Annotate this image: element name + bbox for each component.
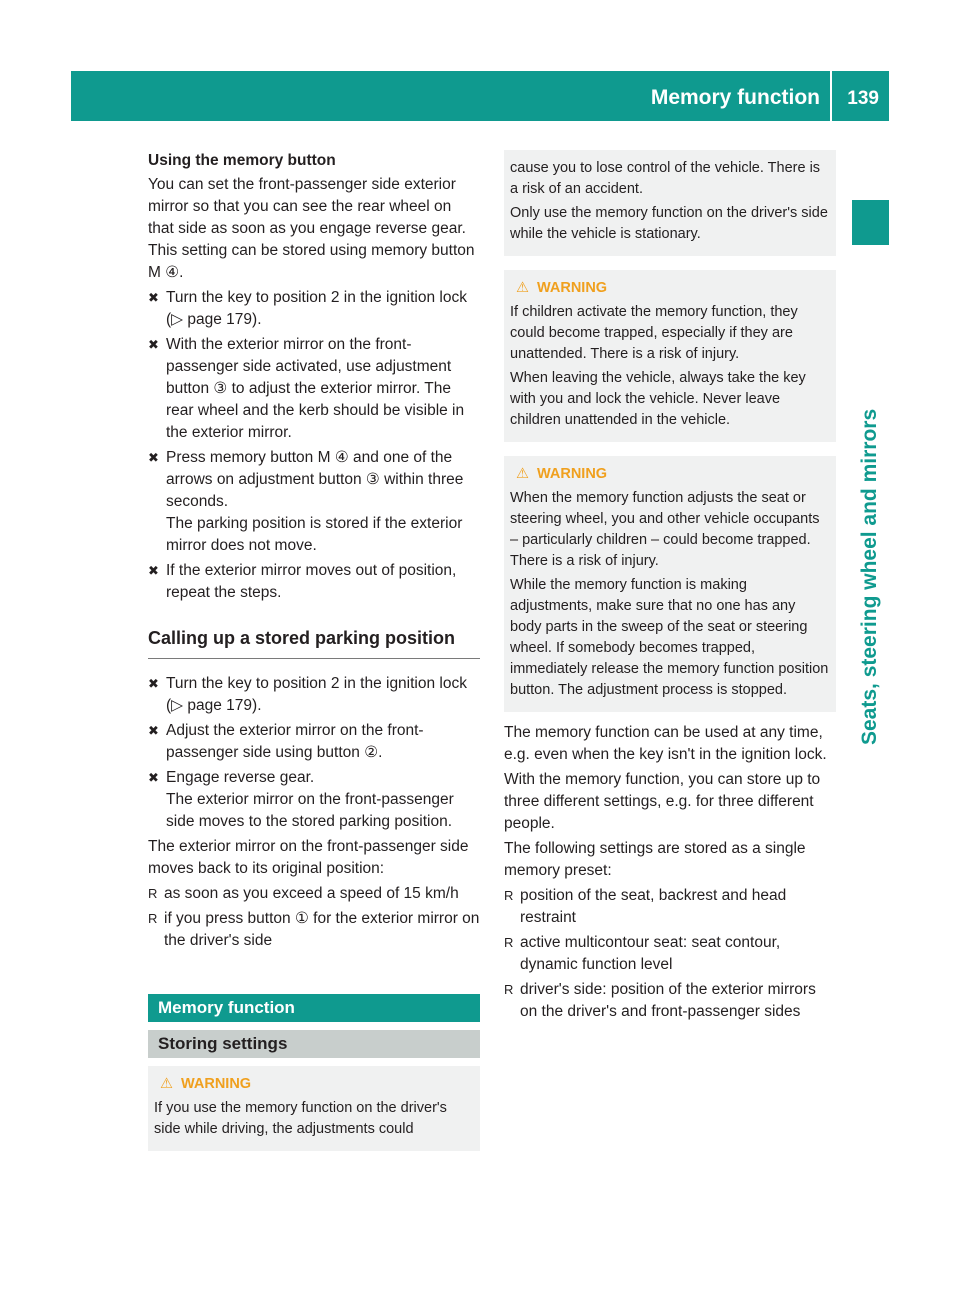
warning-text: cause you to lose control of the vehicle. There is a risk of an accident. (510, 160, 821, 197)
header-title: Memory function (650, 86, 820, 109)
bullet-item (148, 908, 480, 952)
body-paragraph: With the memory function, you can store up to three different settings, e.g. for three different people. (504, 771, 821, 832)
bullet-icon: R (504, 982, 514, 997)
step-arrow-icon: ✖ (148, 676, 159, 691)
section-title: Calling up a stored parking position (148, 626, 480, 659)
step-arrow-icon: ✖ (148, 450, 159, 465)
warning-label: WARNING (181, 1076, 252, 1092)
step-text: Turn the key to position 2 in the ignition lock (▷ page 179). (166, 289, 467, 328)
step-item (148, 334, 480, 444)
right-column (504, 150, 836, 1026)
warning-triangle-icon: ⚠ (516, 466, 529, 482)
warning-header (154, 1074, 474, 1094)
warning-text: If children activate the memory function, they could become trapped, especially if they are unattended. There is a risk of injury. (510, 304, 798, 362)
bullet-text: position of the seat, backrest and head restraint (520, 887, 787, 926)
side-tab-marker (852, 200, 889, 245)
body-paragraph: The memory function can be used at any time, e.g. even when the key isn't in the ignition lock. (504, 724, 827, 763)
warning-box (504, 456, 836, 712)
intro-text: You can set the front-passenger side exterior mirror so that you can see the rear wheel on that side as soon as you engage reverse gear. This setting can be stored using memory button M ④. (148, 176, 475, 281)
bullet-text: as soon as you exceed a speed of 15 km/h (164, 885, 459, 902)
step-text: Press memory button M ④ and one of the arrows on adjustment button ③ within three seconds. (166, 449, 464, 510)
step-text: Engage reverse gear. (166, 769, 315, 786)
step-arrow-icon: ✖ (148, 290, 159, 305)
warning-text: When leaving the vehicle, always take the key with you and lock the vehicle. Never leave children unattended in the vehicle. (510, 370, 806, 428)
warning-text: If you use the memory function on the driver's side while driving, the adjustments could (154, 1100, 447, 1137)
warning-box (504, 270, 836, 442)
step-result: The exterior mirror on the front-passenger side moves to the stored parking position. (166, 791, 454, 830)
bullet-icon: R (504, 935, 514, 950)
step-item (148, 767, 480, 833)
page-number: 139 (847, 88, 879, 109)
intro-heading: Using the memory button (148, 152, 336, 169)
step-arrow-icon: ✖ (148, 563, 159, 578)
step-arrow-icon: ✖ (148, 337, 159, 352)
bullet-item (504, 979, 836, 1023)
warning-label: WARNING (537, 280, 608, 296)
header-divider (830, 71, 832, 121)
warning-text: When the memory function adjusts the seat or steering wheel, you and other vehicle occupants – particularly children – could become trapped. There is a risk of injury. (510, 490, 820, 569)
warning-header (510, 464, 830, 484)
step-arrow-icon: ✖ (148, 770, 159, 785)
left-column (148, 150, 480, 1151)
step-result: The parking position is stored if the exterior mirror does not move. (166, 515, 463, 554)
bullet-item (504, 932, 836, 976)
step-item (148, 287, 480, 331)
step-item (148, 447, 480, 557)
step-item (148, 560, 480, 604)
warning-text: While the memory function is making adjustments, make sure that no one has any body parts in the sweep of the seat or steering wheel. If somebody becomes trapped, immediately release the memory function position button. The adjustment process is stopped. (510, 577, 829, 698)
warning-box-continued (504, 150, 836, 256)
warning-box (148, 1066, 480, 1151)
warning-text: Only use the memory function on the driver's side while the vehicle is stationary. (510, 205, 828, 242)
side-tab-label: Seats, steering wheel and mirrors (858, 408, 881, 745)
moves-back-text: The exterior mirror on the front-passenger side moves back to its original position: (148, 838, 469, 877)
step-text: If the exterior mirror moves out of position, repeat the steps. (166, 562, 457, 601)
bullet-text: if you press button ① for the exterior mirror on the driver's side (164, 910, 480, 949)
step-text: Turn the key to position 2 in the ignition lock (▷ page 179). (166, 675, 467, 714)
step-item (148, 720, 480, 764)
warning-label: WARNING (537, 466, 608, 482)
subsection-band-title: Storing settings (148, 1030, 480, 1058)
page-header (71, 71, 889, 121)
bullet-icon: R (148, 886, 158, 901)
bullet-text: driver's side: position of the exterior mirrors on the driver's and front-passenger sides (520, 981, 816, 1020)
warning-triangle-icon: ⚠ (516, 280, 529, 296)
step-text: Adjust the exterior mirror on the front-passenger side using button ②. (166, 722, 424, 761)
bullet-text: active multicontour seat: seat contour, dynamic function level (520, 934, 781, 973)
warning-header (510, 278, 830, 298)
bullet-icon: R (148, 911, 158, 926)
body-paragraph: The following settings are stored as a single memory preset: (504, 840, 806, 879)
step-arrow-icon: ✖ (148, 723, 159, 738)
warning-triangle-icon: ⚠ (160, 1076, 173, 1092)
step-item (148, 673, 480, 717)
bullet-icon: R (504, 888, 514, 903)
bullet-item (504, 885, 836, 929)
step-text: With the exterior mirror on the front-passenger side activated, use adjustment button ③ to adjust the exterior mirror. The rear wheel and the kerb should be visible in the exterior mirror. (166, 336, 465, 441)
bullet-item (148, 883, 480, 905)
section-band-title: Memory function (148, 994, 480, 1022)
